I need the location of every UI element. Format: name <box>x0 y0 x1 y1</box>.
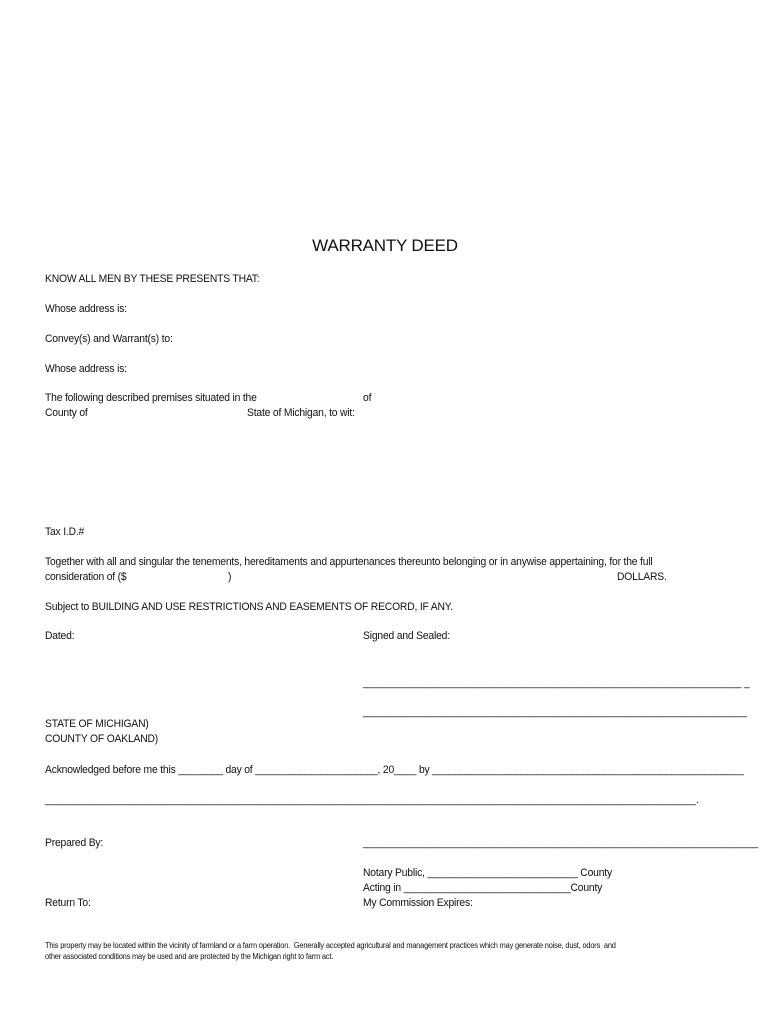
acknowledged-line-2: _____________________________________________________________________________________________________________________. <box>45 794 699 806</box>
premises-of-text: of <box>363 392 372 404</box>
notary-public-label: Notary Public, ___________________________ County <box>363 867 612 879</box>
county-of-oakland-label: COUNTY OF OAKLAND) <box>45 733 159 745</box>
page-title: WARRANTY DEED <box>312 236 458 255</box>
farm-notice-line-2: other associated conditions may be used and are protected by the Michigan right to farm act. <box>45 952 334 961</box>
grantor-address-label: Whose address is: <box>45 303 127 315</box>
know-all-text: KNOW ALL MEN BY THESE PRESENTS THAT: <box>45 273 260 285</box>
consideration-paren: ) <box>228 571 232 583</box>
dollars-label: DOLLARS. <box>617 571 667 583</box>
together-text: Together with all and singular the tenements, hereditaments and appurtenances thereunto belonging or in anywise appertaining, for the full <box>45 556 653 568</box>
state-of-michigan-label: STATE OF MICHIGAN) <box>45 718 149 730</box>
county-of-label: County of <box>45 407 88 419</box>
consideration-label: consideration of ($ <box>45 571 127 583</box>
conveys-label: Convey(s) and Warrant(s) to: <box>45 333 173 345</box>
acting-in-label: Acting in ______________________________County <box>363 882 603 894</box>
premises-text: The following described premises situated in the <box>45 392 257 404</box>
tax-id-label: Tax I.D.# <box>45 526 85 538</box>
commission-expires-label: My Commission Expires: <box>363 897 473 909</box>
state-of-michigan-text: State of Michigan, to wit: <box>247 407 355 419</box>
signature-line-1: ____________________________________________________________________ _ <box>363 677 750 689</box>
farm-notice-line-1: This property may be located within the vicinity of farmland or a farm operation. Generally accepted agricultural and management practices which may generate noise, dust, odors and <box>45 941 616 950</box>
subject-to-text: Subject to BUILDING AND USE RESTRICTIONS AND EASEMENTS OF RECORD, IF ANY. <box>45 601 453 613</box>
notary-signature-line: _______________________________________________________________________ <box>363 837 758 849</box>
prepared-by-label: Prepared By: <box>45 837 104 849</box>
signed-sealed-label: Signed and Sealed: <box>363 630 450 642</box>
return-to-label: Return To: <box>45 897 91 909</box>
dated-label: Dated: <box>45 630 75 642</box>
signature-line-2: _____________________________________________________________________ <box>363 706 747 718</box>
grantee-address-label: Whose address is: <box>45 363 127 375</box>
acknowledged-text: Acknowledged before me this ________ day of ______________________, 20____ by ________________________________________________________ <box>45 764 744 776</box>
